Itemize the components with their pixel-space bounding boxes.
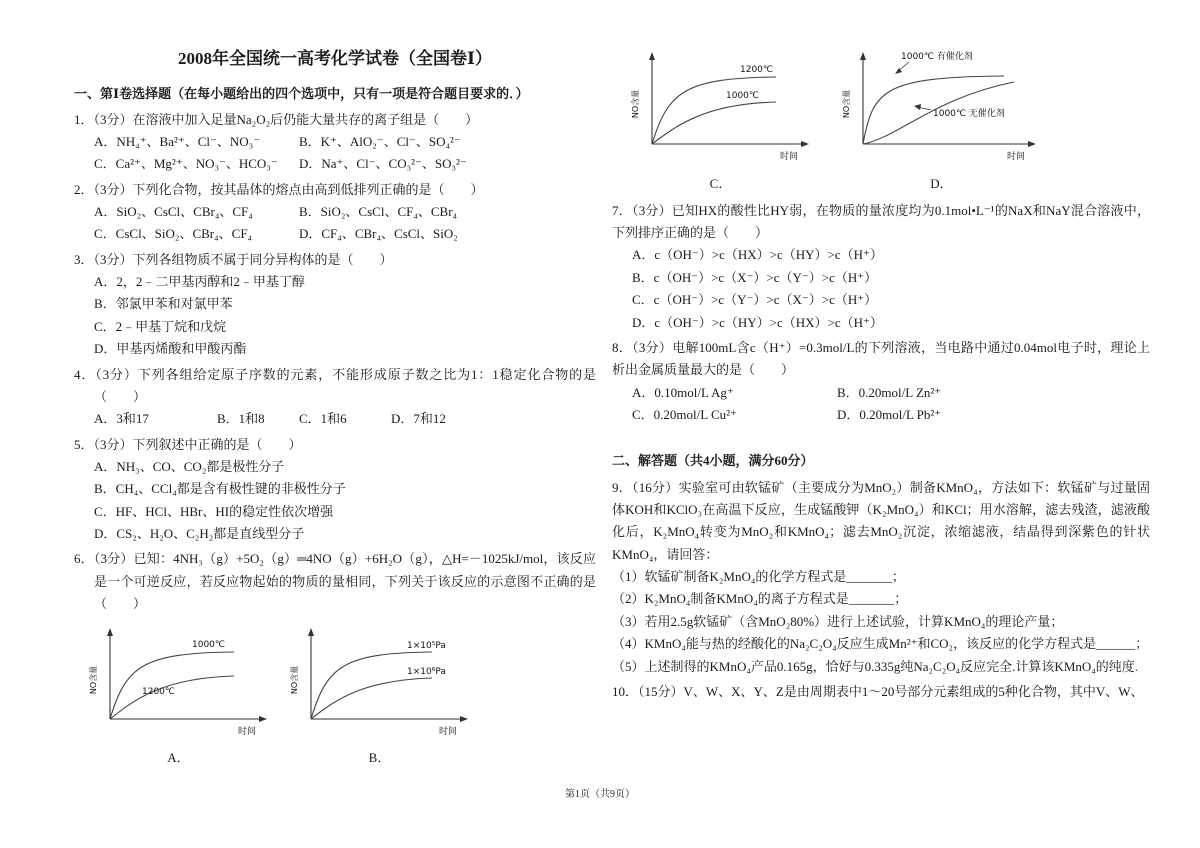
option-b: B．c（OH⁻）>c（X⁻）>c（Y⁻）>c（H⁺）	[632, 269, 878, 285]
option-a: A．SiO₂、CsCl、CBr₄、CF₄	[94, 204, 253, 220]
x-axis-label: 时间	[238, 726, 257, 737]
option-d: D．甲基丙烯酸和甲酸丙酯	[94, 341, 247, 357]
graph-c-caption: C．	[709, 176, 732, 192]
option-c: C．CsCl、SiO₂、CBr₄、CF₄	[94, 226, 253, 242]
question-9-item-2: （2）K₂MnO₄制备KMnO₄的离子方程式是_______；	[612, 591, 908, 607]
option-d: D．c（OH⁻）>c（HY）>c（HX）>c（H⁺）	[632, 314, 883, 330]
x-axis-label: 时间	[1007, 152, 1026, 162]
question-2-options	[74, 201, 596, 246]
question-8-stem: 8．（3分）电解100mL含c（H⁺）=0.3mol/L的下列溶液，当电路中通过0.04mol电子时，理论上析出金属质量最大的是（ ）	[612, 339, 1150, 378]
catalyst-label: 1000℃ 有催化剂	[901, 52, 973, 62]
curve-bottom	[652, 102, 776, 144]
question-5-stem: 5．（3分）下列叙述中正确的是（ ）	[74, 436, 302, 452]
question-9-stem: 9．（16分）实验室可由软锰矿（主要成分为MnO₂）制备KMnO₄，方法如下：软锰矿与过量固体KOH和KClO₃在高温下反应，生成锰酸钾（K₂MnO₄）和KCl；用水溶解，滤去残渣，滤液酸化后，K₂MnO₄转变为MnO₂和KMnO₄；滤去MnO₂沉淀，浓缩滤液，结晶得到深紫色的针状KMnO₄，请回答：	[612, 479, 1150, 562]
curve-top	[110, 652, 234, 719]
option-c: C．2﹣甲基丁烷和戊烷	[94, 318, 227, 334]
question-10	[612, 681, 1150, 703]
graph-c-plot	[628, 44, 813, 166]
curve-bottom	[311, 678, 432, 719]
question-8-options	[612, 382, 1150, 427]
question-7	[612, 200, 1150, 334]
question-7-stem: 7．（3分）已知HX的酸性比HY弱，在物质的量浓度均为0.1mol•L⁻¹的NaX和NaY混合溶液中，下列排序正确的是（ ）	[612, 202, 1150, 241]
question-3	[74, 249, 596, 361]
option-a: A．NH₄⁺、Ba²⁺、Cl⁻、NO₃⁻	[94, 133, 261, 149]
page-number: 第1页（共9页）	[565, 789, 635, 800]
question-5	[74, 434, 596, 546]
graph-d	[839, 44, 1044, 196]
question-3-stem: 3．（3分）下列各组物质不属于同分异构体的是（ ）	[74, 251, 393, 267]
question-8	[612, 337, 1150, 426]
question-9	[612, 477, 1150, 678]
section2-heading: 二、解答题（共4小题，满分60分）	[612, 453, 814, 469]
question-3-options	[74, 271, 596, 360]
graph-b-plot	[287, 622, 472, 740]
option-b: B．K⁺、AlO₂⁻、Cl⁻、SO₄²⁻	[299, 133, 461, 149]
question-4	[74, 364, 596, 431]
question-5-options	[74, 456, 596, 545]
option-a: A．NH₃、CO、CO₂都是极性分子	[94, 458, 285, 474]
question-6-graphs-cd	[628, 44, 1150, 196]
x-axis-label: 时间	[439, 726, 458, 737]
y-axis-label: NO含量	[842, 89, 851, 119]
option-d: D．7和12	[391, 411, 446, 427]
graph-a-caption: A．	[167, 749, 190, 765]
question-1-stem: 1．（3分）在溶液中加入足量Na₂O₂后仍能大量共存的离子组是（ ）	[74, 111, 479, 127]
option-d: D．Na⁺、Cl⁻、CO₃²⁻、SO₃²⁻	[299, 156, 467, 172]
option-a: A．c（OH⁻）>c（HX）>c（HY）>c（H⁺）	[632, 247, 883, 263]
graph-b	[287, 622, 472, 770]
option-c: C．HF、HCl、HBr、HI的稳定性依次增强	[94, 503, 334, 519]
curve-top-label: 1200℃	[740, 65, 774, 75]
graph-b-caption: B．	[368, 749, 391, 765]
option-b: B．0.20mol/L Zn²⁺	[837, 384, 942, 400]
question-4-options	[74, 408, 596, 430]
question-6-graphs-ab	[86, 622, 596, 770]
graph-a-plot	[86, 622, 271, 740]
y-axis-label: NO含量	[89, 665, 98, 694]
option-c: C．Ca²⁺、Mg²⁺、NO₃⁻、HCO₃⁻	[94, 156, 278, 172]
right-column	[612, 44, 1150, 771]
option-a: A．3和17	[94, 411, 149, 427]
question-6	[74, 548, 596, 615]
left-column	[74, 44, 596, 771]
option-b: B．SiO₂、CsCl、CF₄、CBr₄	[299, 204, 458, 220]
y-axis-label: NO含量	[290, 665, 299, 694]
question-4-stem: 4．（3分）下列各组给定原子序数的元素，不能形成原子数之比为1：1稳定化合物的是（ ）	[74, 366, 596, 404]
question-1-options	[74, 131, 596, 176]
option-b: B．邻氯甲苯和对氯甲苯	[94, 296, 233, 312]
question-9-item-4: （4）KMnO₄能与热的经酸化的Na₂C₂O₄反应生成Mn²⁺和CO₂，该反应的化学方程式是______；	[612, 636, 1149, 652]
option-b: B．CH₄、CCl₄都是含有极性键的非极性分子	[94, 481, 346, 497]
graph-a	[86, 622, 271, 770]
question-1	[74, 109, 596, 176]
option-b: B．1和8	[217, 411, 265, 427]
curve-bottom-label: 1200℃	[142, 686, 176, 697]
question-9-item-3: （3）若用2.5g软锰矿（含MnO₂80%）进行上述试验，计算KMnO₄的理论产量；	[612, 613, 1064, 629]
graph-d-plot	[839, 44, 1044, 166]
option-d: D．CS₂、H₂O、C₂H₂都是直线型分子	[94, 526, 305, 542]
graph-c	[628, 44, 813, 196]
curve-bottom-label: 1×10⁶Pa	[407, 666, 446, 677]
graph-d-caption: D．	[930, 176, 953, 192]
page-title: 2008年全国统一高考化学试卷（全国卷Ⅰ）	[178, 49, 492, 68]
no-catalyst-label: 1000℃ 无催化剂	[933, 109, 1005, 119]
section1-heading: 一、第Ⅰ卷选择题（在每小题给出的四个选项中，只有一项是符合题目要求的．）	[74, 86, 529, 102]
question-10-stem: 10．（15分）V、W、X、Y、Z是由周期表中1～20号部分元素组成的5种化合物，其中V、W、	[612, 683, 1144, 699]
option-a: A．0.10mol/L Ag⁺	[632, 384, 734, 400]
curve-top-label: 1000℃	[192, 639, 226, 650]
curve-top	[311, 652, 432, 719]
question-2-stem: 2．（3分）下列化合物，按其晶体的熔点由高到低排列正确的是（ ）	[74, 181, 484, 197]
curve-bottom-label: 1000℃	[726, 91, 760, 101]
question-6-stem: 6．（3分）已知：4NH₃（g）+5O₂（g）═4NO（g）+6H₂O（g），△H=－1025kJ/mol，该反应是一个可逆反应，若反应物起始的物质的量相同，下列关于该反应的示意图不正确的是（ ）	[74, 551, 596, 612]
y-axis-label: NO含量	[631, 89, 640, 119]
option-c: C．c（OH⁻）>c（Y⁻）>c（X⁻）>c（H⁺）	[632, 292, 878, 308]
question-9-item-5: （5）上述制得的KMnO₄产品0.165g，恰好与0.335g纯Na₂C₂O₄反应完全.计算该KMnO₄的纯度.	[612, 658, 1139, 674]
option-c: C．1和6	[299, 411, 347, 427]
option-d: D．CF₄、CBr₄、CsCl、SiO₂	[299, 226, 458, 242]
question-7-options	[612, 244, 1150, 333]
x-axis-label: 时间	[780, 152, 799, 162]
option-d: D．0.20mol/L Pb²⁺	[837, 406, 942, 422]
curve-bottom	[110, 676, 234, 719]
option-c: C．0.20mol/L Cu²⁺	[632, 406, 737, 422]
curve-top-label: 1×10⁵Pa	[407, 640, 446, 651]
option-a: A．2，2﹣二甲基丙醇和2﹣甲基丁醇	[94, 274, 305, 290]
question-2	[74, 179, 596, 246]
question-9-item-1: （1）软锰矿制备K₂MnO₄的化学方程式是_______；	[612, 569, 905, 585]
